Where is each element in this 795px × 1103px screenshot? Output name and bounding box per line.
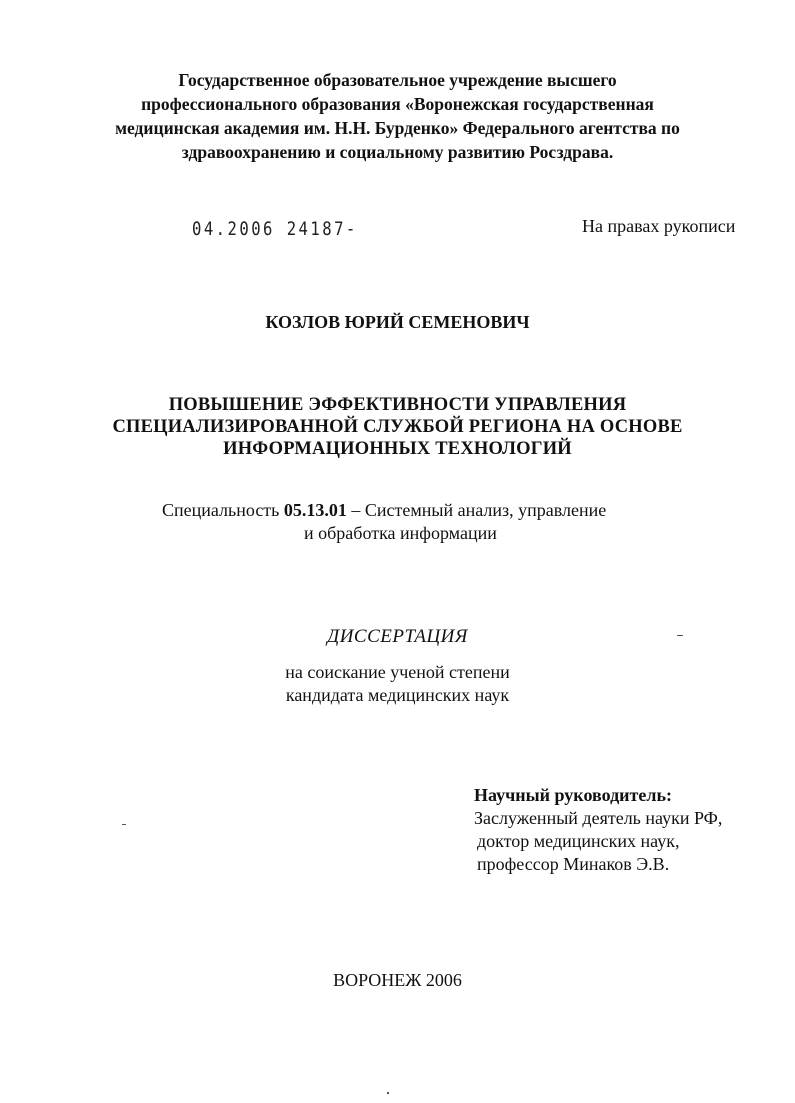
institution-line-4: здравоохранению и социальному развитию Росздрава. xyxy=(181,142,614,162)
institution-line-1: Государственное образовательное учреждение высшего xyxy=(178,70,617,90)
specialty-name: – Системный анализ, управление xyxy=(346,500,607,520)
supervisor-line-2: доктор медицинских наук, xyxy=(477,831,680,851)
supervisor-heading: Научный руководитель: xyxy=(474,785,672,805)
supervisor-line-1: Заслуженный деятель науки РФ, xyxy=(474,808,723,828)
degree-line-1: на соискание ученой степени xyxy=(285,662,510,682)
title-line-1: ПОВЫШЕНИЕ ЭФФЕКТИВНОСТИ УПРАВЛЕНИЯ xyxy=(168,395,627,415)
scan-speck xyxy=(677,635,683,636)
author-name: КОЗЛОВ ЮРИЙ СЕМЕНОВИЧ xyxy=(265,312,530,332)
registration-stamp-number: 04.2006 24187- xyxy=(192,218,358,240)
title-line-2: СПЕЦИАЛИЗИРОВАННОЙ СЛУЖБОЙ РЕГИОНА НА ОСНОВЕ xyxy=(112,417,683,437)
rights-note: На правах рукописи xyxy=(582,216,736,236)
scan-speck xyxy=(387,1092,389,1094)
city-year: ВОРОНЕЖ 2006 xyxy=(333,970,462,990)
specialty-prefix: Специальность xyxy=(162,500,284,520)
scan-speck xyxy=(122,824,126,825)
title-line-3: ИНФОРМАЦИОННЫХ ТЕХНОЛОГИЙ xyxy=(223,439,572,459)
degree-line-2: кандидата медицинских наук xyxy=(285,685,510,705)
document-type: ДИССЕРТАЦИЯ xyxy=(327,626,468,647)
specialty-line-1 xyxy=(162,498,606,522)
institution-line-3: медицинская академия им. Н.Н. Бурденко» Федерального агентства по xyxy=(115,118,680,138)
specialty-code: 05.13.01 xyxy=(283,500,347,520)
specialty-line-2: и обработка информации xyxy=(304,523,497,543)
institution-line-2: профессионального образования «Воронежская государственная xyxy=(141,94,654,114)
supervisor-line-3: профессор Минаков Э.В. xyxy=(477,854,670,874)
